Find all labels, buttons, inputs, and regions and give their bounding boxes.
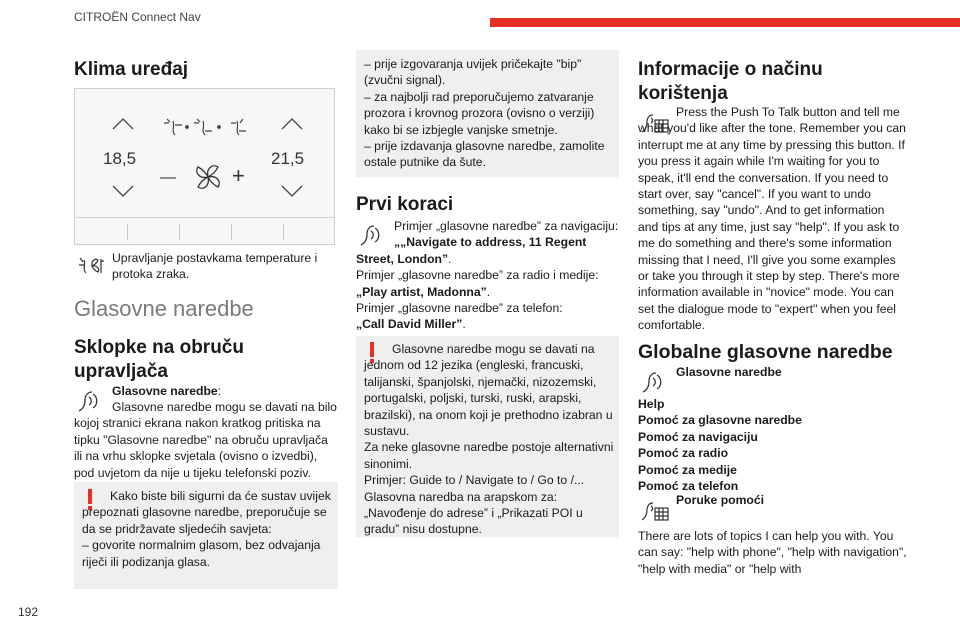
- wheel-label: Glasovne naredbe: [112, 384, 218, 398]
- climate-control-icon: [76, 255, 106, 277]
- example-radio-command: „Play artist, Madonna”: [356, 284, 487, 299]
- chevron-down-icon: [281, 184, 303, 198]
- command-item: Pomoć za radio: [638, 446, 729, 461]
- climate-caption: Upravljanje postavkama temperature i protoka zraka.: [112, 251, 318, 282]
- warning-text-1: Kako biste bili sigurni da će sustav uvijek prepoznati glasovne naredbe, preporučuje se da se pridržavate sljedećih savjeta: – govorite normalnim glasom, bez odvajanja riječi ili podizanja glasa.: [82, 489, 331, 569]
- wheel-label-line: [112, 383, 337, 399]
- example-phone-line: [356, 316, 621, 332]
- command-item: Pomoć za navigaciju: [638, 429, 758, 444]
- climate-panel-illustration: [74, 88, 335, 245]
- example-phone-end: .: [462, 317, 466, 332]
- example-nav-line: [356, 234, 621, 267]
- chevron-up-icon: [112, 117, 134, 131]
- usage-info-text: Press the Push To Talk button and tell me what you'd like after the tone. Remember you can interrupt me at any time by pressing this button. If you press it again while I'm waiting for you to speak, it'll end the conversation. If you need to start over, say "cancel". If you want to undo something, say "undo". And to get information and tips at any time, just say "help". If you ask to me do something and there's some information missing that I need, I'll give you some examples or take you through it step by step. There's more information available in "novice" mode. You can set the dialogue mode to "expert" when you feel comfortable.: [638, 105, 906, 333]
- global-command-list: [638, 396, 802, 494]
- example-radio-end: .: [486, 284, 491, 299]
- heading-climate: Klima uređaj: [74, 59, 189, 80]
- command-item: Pomoć za glasovne naredbe: [638, 413, 802, 428]
- airflow-icon: [161, 115, 255, 137]
- global-label: Glasovne naredbe: [676, 365, 782, 379]
- heading-steering-wheel: Sklopke na obruču upravljača: [74, 337, 244, 382]
- temp-left: 18,5: [103, 149, 137, 168]
- voice-command-icon: [640, 370, 666, 394]
- example-phone-command: „Call David Miller”: [356, 317, 463, 332]
- fan-icon: [192, 161, 224, 193]
- help-label: Poruke pomoći: [676, 493, 765, 507]
- header-title: CITROËN Connect Nav: [74, 10, 201, 24]
- help-text: There are lots of topics I can help you with. You can say: "help with phone", "help with navigation", "help with media" or "help with: [638, 529, 907, 576]
- wheel-label-colon: :: [217, 384, 222, 398]
- tips-text: – prije izgovaranja uvijek pričekajte "bip" (zvučni signal). – za najbolji rad preporučujemo zatvaranje prozora i krovnog prozora (ovisno o verziji) kako bi se izbjegle vanjske smetnje. – prije izdavanja glasovne naredbe, zamolite ostale putnike da šute.: [364, 57, 605, 170]
- voice-command-grid-icon: [640, 496, 670, 522]
- chevron-down-icon: [112, 184, 134, 198]
- command-item: Help: [638, 397, 665, 411]
- examples-block: [356, 218, 621, 333]
- section-voice-commands: Glasovne naredbe: [74, 296, 254, 321]
- heading-first-steps: Prvi koraci: [356, 194, 454, 215]
- fan-plus: +: [232, 163, 245, 188]
- chevron-up-icon: [281, 117, 303, 131]
- warning-text-2: Glasovne naredbe mogu se davati na jednom od 12 jezika (engleski, francuski, talijanski, španjolski, njemački, nizozemski, portugalski, poljski, turski, ruski, arapski, brazilski), na onom koji je prethodno izabran u sustavu. Za neke glasovne naredbe postoje alternativni sinonimi. Primjer: Guide to / Navigate to / Go to /... Glasovna naredba na arapskom za: „Navođenje do adrese” i „Prikazati POI u gradu” nisu dostupne.: [364, 342, 614, 537]
- fan-minus: —: [160, 169, 176, 186]
- command-item: Pomoć za telefon: [638, 479, 739, 494]
- temp-right: 21,5: [271, 149, 305, 168]
- wheel-text: Glasovne naredbe mogu se davati na bilo kojoj stranici ekrana nakon kratkog pritiska na tipku "Glasovne naredbe" na obruču upravljača ili na vrhu sklopke svjetala (ovisno o izvedbi), pod uvjetom da nije u tijeku telefonski poziv.: [74, 400, 337, 480]
- example-phone-intro: Primjer „glasovne naredbe” za telefon:: [356, 301, 563, 316]
- example-nav-intro: Primjer „glasovne naredbe” za navigaciju:: [394, 219, 619, 233]
- command-item: Pomoć za medije: [638, 462, 737, 477]
- heading-global-commands: Globalne glasovne naredbe: [638, 341, 893, 363]
- example-radio-line: [356, 284, 621, 300]
- page-number: 192: [18, 605, 39, 619]
- heading-usage-info: Informacije o načinu korištenja: [638, 59, 823, 104]
- example-nav-command: „„Navigate to address, 11 Regent Street, London”: [356, 235, 587, 266]
- example-nav-end: .: [448, 251, 452, 266]
- header-accent-bar: [490, 18, 960, 27]
- example-radio-intro: Primjer „glasovne naredbe” za radio i medije:: [356, 268, 599, 283]
- panel-bottom-bar: [75, 217, 334, 245]
